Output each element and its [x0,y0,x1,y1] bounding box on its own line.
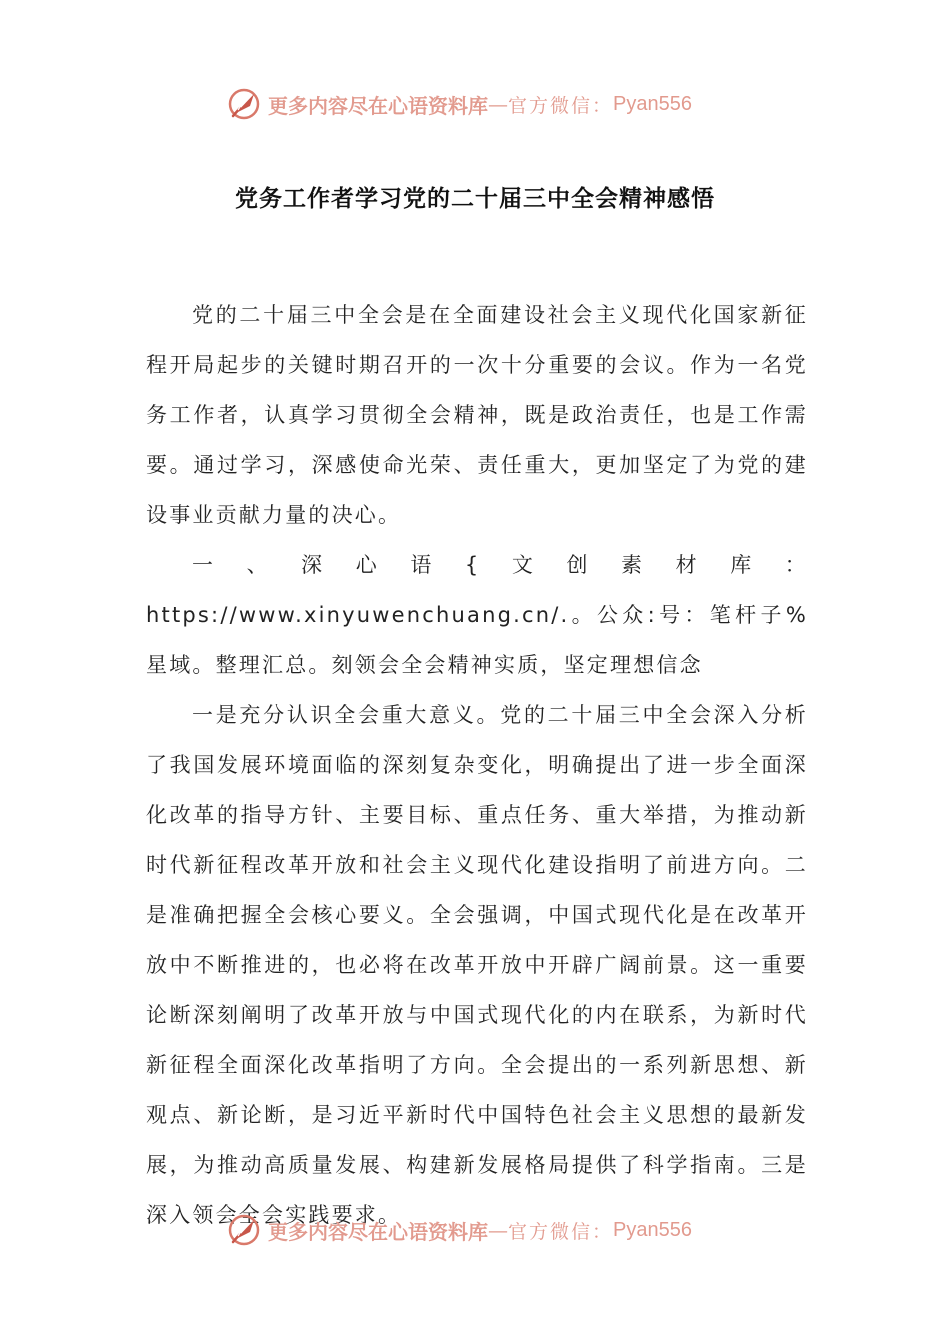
paragraph: 一是充分认识全会重大意义。党的二十届三中全会深入分析了我国发展环境面临的深刻复杂变化，明确提出了进一步全面深化改革的指导方针、主要目标、重点任务、重大举措，为推动新时代新征程改革开放和社会主义现代化建设指明了前进方向。二是准确把握全会核心要义。全会强调，中国式现代化是在改革开放中不断推进的，也必将在改革开放中开辟广阔前景。这一重要论断深刻阐明了改革开放与中国式现代化的内在联系，为新时代新征程全面深化改革指明了方向。全会提出的一系列新思想、新观点、新论断，是习近平新时代中国特色社会主义思想的最新发展，为推动高质量发展、构建新发展格局提供了科学指南。三是深入领会全会实践要求。 [146,703,808,1227]
paragraph: 党的二十届三中全会是在全面建设社会主义现代化国家新征程开局起步的关键时期召开的一次十分重要的会议。作为一名党务工作者，认真学习贯彻全会精神，既是政治责任，也是工作需要。通过学习，深感使命光荣、责任重大，更加坚定了为党的建设事业贡献力量的决心。 [146,303,808,527]
watermark-wechat-id: Pyan556 [613,92,692,115]
document-body [146,290,808,1240]
quill-logo-icon [226,1212,262,1248]
watermark-label: 官方微信： [508,94,614,117]
header-watermark [226,82,692,126]
watermark-site-text: 更多内容尽在心语资料库 [268,93,488,118]
paragraph: 一、深心语{文创素材库：https://www.xinyuwenchuang.cn/.。公众:号：笔杆子%星域。整理汇总。刻领会全会精神实质，坚定理想信念 [146,553,808,677]
watermark-separator: — [488,92,508,116]
watermark-wechat-id: Pyan556 [613,1218,692,1241]
document-title: 党务工作者学习党的二十届三中全会精神感悟 [235,185,715,212]
watermark-site-text: 更多内容尽在心语资料库 [268,1219,488,1244]
footer-watermark [226,1208,692,1252]
watermark-label: 官方微信： [508,1220,614,1243]
watermark-separator: — [488,1218,508,1242]
quill-logo-icon [226,86,262,122]
